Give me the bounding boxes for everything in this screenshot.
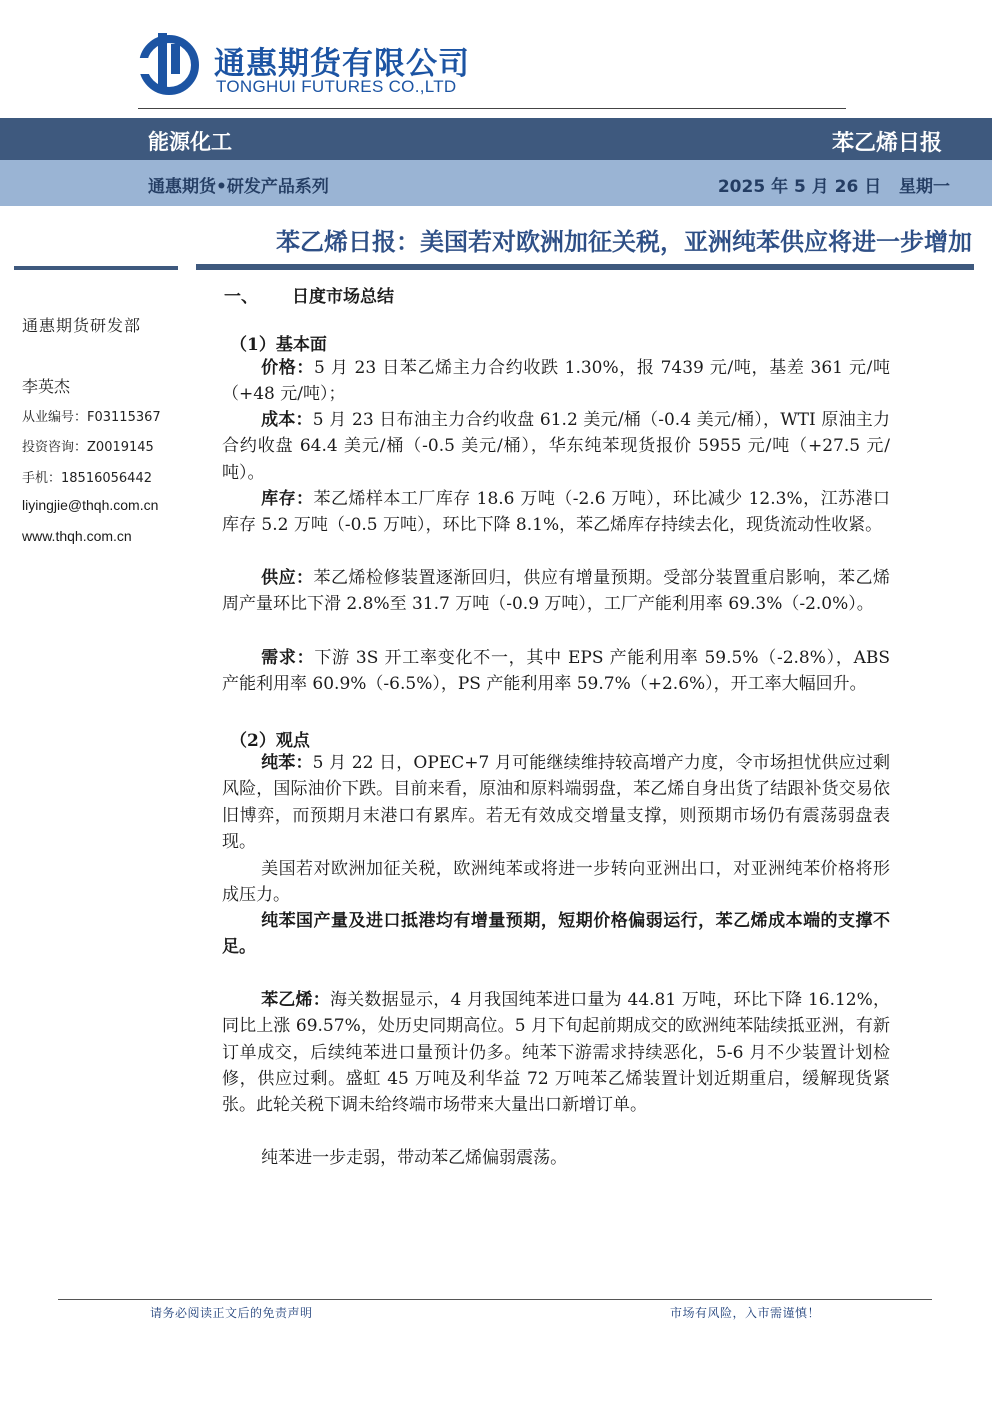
section-heading [224, 282, 394, 307]
cost-label: 成本： [261, 410, 313, 430]
report-type-label: 苯乙烯日报 [831, 131, 942, 156]
inventory-text: 苯乙烯样本工厂库存 18.6 万吨（-2.6 万吨），环比减少 12.3%，江苏港口库存 5.2 万吨（-0.5 万吨），环比下降 8.1%，苯乙烯库存持续去化，现货流动性收紧。 [222, 489, 890, 536]
paragraph-supply [222, 565, 890, 618]
price-text: 5 月 23 日苯乙烯主力合约收跌 1.30%，报 7439 元/吨，基差 361 元/吨（+48 元/吨）； [222, 358, 890, 405]
benzene-text: 5 月 22 日，OPEC+7 月可能继续维持较高增产力度，令市场担忧供应过剩风险，国际油价下跌。目前来看，原油和原料端弱盘，苯乙烯自身出货了结跟补货交易依旧博弈，而预期月末港口有累库。若无有效成交增量支撑，则预期市场仍有震荡弱盘表现。 [222, 753, 890, 852]
email-link[interactable]: liyingjie@thqh.com.cn [22, 497, 159, 513]
footer-disclaimer: 请务必阅读正文后的免责声明 [150, 1306, 313, 1320]
demand-label: 需求： [261, 648, 315, 668]
tonghui-logo-icon [138, 30, 200, 100]
series-label: 通惠期货•研发产品系列 [148, 177, 329, 197]
paragraph-conclusion: 纯苯国产量及进口抵港均有增量预期，短期价格偏弱运行，苯乙烯成本端的支撑不足。 [222, 911, 890, 958]
footer-divider [58, 1299, 932, 1300]
paragraph-styrene [222, 987, 890, 1118]
subsection-view: （2）观点 [230, 731, 310, 751]
supply-label: 供应： [261, 568, 314, 588]
paragraph-cost [222, 407, 890, 486]
section-number: 一、 [224, 287, 258, 307]
inventory-label: 库存： [261, 489, 314, 509]
cost-text: 5 月 23 日布油主力合约收盘 61.2 美元/桶（-0.4 美元/桶），WTI 原油主力合约收盘 64.4 美元/桶（-0.5 美元/桶），华东纯苯现货报价 5955 元/吨（+27.5 元/吨）。 [222, 410, 891, 483]
paragraph-price [222, 355, 890, 408]
paragraph-demand [222, 645, 890, 698]
website-link[interactable]: www.thqh.com.cn [22, 528, 132, 544]
company-name-en: TONGHUI FUTURES CO.,LTD [216, 77, 457, 96]
styrene-label: 苯乙烯： [261, 990, 330, 1010]
consult-label: 投资咨询： [22, 440, 88, 455]
consult-number: Z0019145 [87, 440, 154, 455]
price-label: 价格： [261, 358, 315, 378]
demand-text: 下游 3S 开工率变化不一，其中 EPS 产能利用率 59.5%（-2.8%），ABS 产能利用率 60.9%（-6.5%），PS 产能利用率 59.7%（+2.6%），开工率大幅回升。 [222, 648, 891, 695]
paragraph-benzene [222, 750, 890, 855]
paragraph-final: 纯苯进一步走弱，带动苯乙烯偏弱震荡。 [261, 1148, 568, 1168]
company-name-cn: 通惠期货有限公司 [214, 46, 470, 82]
paragraph-tariff: 美国若对欧洲加征关税，欧洲纯苯或将进一步转向亚洲出口，对亚洲纯苯价格将形成压力。 [222, 859, 890, 906]
phone-number: 18516056442 [61, 471, 152, 486]
consult-line [22, 436, 154, 455]
benzene-label: 纯苯： [261, 753, 313, 773]
license-number: F03115367 [87, 410, 161, 425]
subsection-basic: （1）基本面 [230, 335, 327, 355]
sidebar-rule [14, 266, 178, 270]
supply-text: 苯乙烯检修装置逐渐回归，供应有增量预期。受部分装置重启影响，苯乙烯周产量环比下滑 2.8%至 31.7 万吨（-0.9 万吨），工厂产能利用率 69.3%（-2.0%）。 [222, 568, 891, 615]
footer-risk-notice: 市场有风险，入市需谨慎！ [669, 1306, 820, 1320]
report-title: 苯乙烯日报：美国若对欧洲加征关税，亚洲纯苯供应将进一步增加 [276, 228, 972, 256]
department-name: 通惠期货研发部 [22, 316, 142, 335]
paragraph-inventory [222, 486, 890, 539]
analyst-name: 李英杰 [22, 377, 71, 396]
license-label: 从业编号： [22, 410, 88, 425]
license-line [22, 406, 161, 425]
phone-label: 手机： [22, 471, 62, 486]
styrene-text: 海关数据显示，4 月我国纯苯进口量为 44.81 万吨，环比下降 16.12%，同比上涨 69.57%，处历史同期高位。5 月下旬起前期成交的欧洲纯苯陆续抵亚洲，有新订单成交，后续纯苯进口量预计仍多。纯苯下游需求持续恶化，5-6 月不少装置计划检修，供应过剩。盛虹 45 万吨及利华益 72 万吨苯乙烯装置计划近期重启，缓解现货紧张。此轮关税下调未给终端市场带来大量出口新增订单。 [222, 990, 890, 1116]
report-date: 2025 年 5 月 26 日 星期一 [717, 177, 950, 197]
phone-line [22, 467, 152, 486]
section-title: 日度市场总结 [292, 287, 394, 307]
sector-label: 能源化工 [148, 130, 232, 154]
title-rule [196, 264, 974, 270]
header-divider [138, 108, 846, 109]
